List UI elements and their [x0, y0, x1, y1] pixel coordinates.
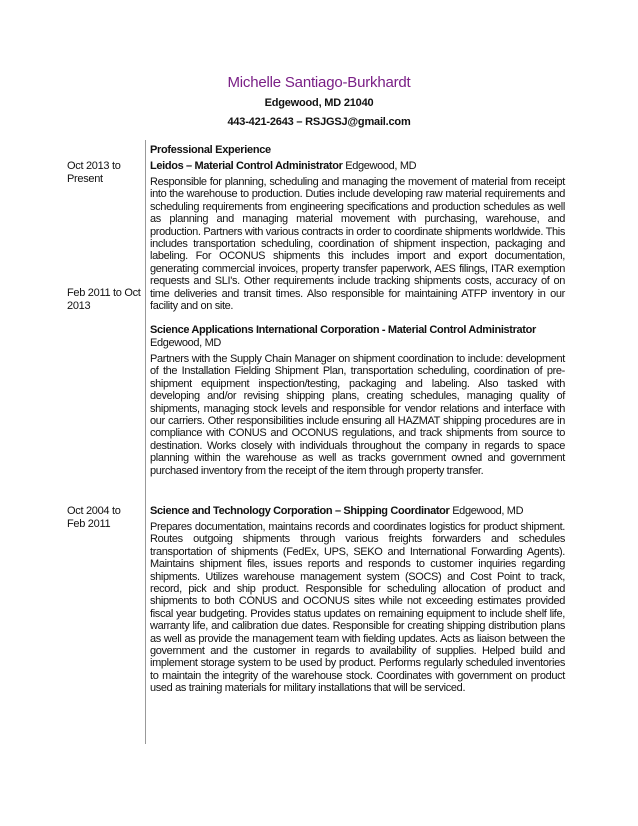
job-heading [150, 324, 565, 350]
job-location: Edgewood, MD [150, 337, 222, 349]
job-description: Prepares documentation, maintains records and coordinates logistics for product shipment. Routes outgoing shipments through various freights forwarders and schedules transportation of shipments (FedEx, UPS, SEKO and International Forwarding Agents). Maintains shipment files, issues reports and responds to customer inquiries regarding shipments. Utilizes warehouse management system (SOCS) and Cost Point to track, record, pick and ship product. Responsible for scheduling allocation of product and shipments to both CONUS and OCONUS sites while not exceeding estimates provided fiscal year budgeting. Provides status updates on remaining equipment to include shelf life, warranty life, and calibration due dates. Responsible for creating shipping distribution plans as well as provide the management team with fielding updates. Acts as liaison between the government and the customer in regards to availability of supplies. Helped build and implement storage system to be used by product. Performs regularly scheduled inventories to maintain the integrity of the warehouse stock. Coordinates with government on product used as training materials for military installations that will be serviced. [150, 521, 565, 695]
applicant-address: Edgewood, MD 21040 [264, 97, 374, 109]
job-description: Partners with the Supply Chain Manager on shipment coordination to include: development of the Installation Fielding Shipment Plan, transportation scheduling, coordination of pre-shipment equipment inspection/testing, packaging and labeling. Also tasked with developing and/or revising shipping plans, creating schedules, managing quality of shipments, managing stock levels and responsible for vendor relations and interface with our carriers. Other responsibilities include ensuring all HAZMAT shipping procedures are in compliance with CONUS and OCONUS regulations, and track shipments from source to destination. Works closely with individuals throughout the company in regards to space planning within the warehouse as well as tracks government owned and government purchased inventory from the receipt of the item through property transfer. [150, 353, 565, 477]
resume-header [0, 74, 638, 128]
job-employer-title: Leidos – Material Control Administrator [150, 160, 343, 172]
job-date-2: Feb 2011 to Oct 2013 [67, 287, 141, 312]
job-heading [150, 505, 565, 518]
section-title: Professional Experience [150, 144, 271, 156]
job-entry-saic [150, 324, 565, 477]
job-location: Edgewood, MD [449, 505, 524, 517]
job-description: Responsible for planning, scheduling and managing the movement of material from receipt into the warehouse to production. Duties include developing raw material requirements and scheduling requirements from engineering specifications and production schedules as well as planning and managing material movement with purchasing, warehouse, and production. Partners with various contracts in order to coordinate shipments worldwide. This includes transportation scheduling, coordination of shipment inspection, packaging and labeling. For OCONUS shipments this includes import and export documentation, generating commercial invoices, property transfer paperwork, AES filings, ITAR exemption requests and SLI's. Other requirements include tracking shipments costs, accuracy of on time deliveries and transit times. Also responsible for maintaining ATFP inventory in our facility and on site. [150, 176, 565, 313]
job-entry-stc [150, 505, 565, 695]
column-divider [145, 140, 146, 744]
job-date-3: Oct 2004 to Feb 2011 [67, 505, 121, 530]
job-entry-leidos [150, 160, 565, 312]
job-employer-title: Science Applications International Corporation - Material Control Administrator [150, 324, 536, 336]
job-date-1: Oct 2013 to Present [67, 160, 121, 185]
job-employer-title: Science and Technology Corporation – Shipping Coordinator [150, 505, 450, 517]
applicant-name: Michelle Santiago-Burkhardt [227, 74, 411, 91]
applicant-contact: 443-421-2643 – RSJGSJ@gmail.com [227, 116, 411, 128]
job-location: Edgewood, MD [342, 160, 417, 172]
job-heading [150, 160, 565, 173]
